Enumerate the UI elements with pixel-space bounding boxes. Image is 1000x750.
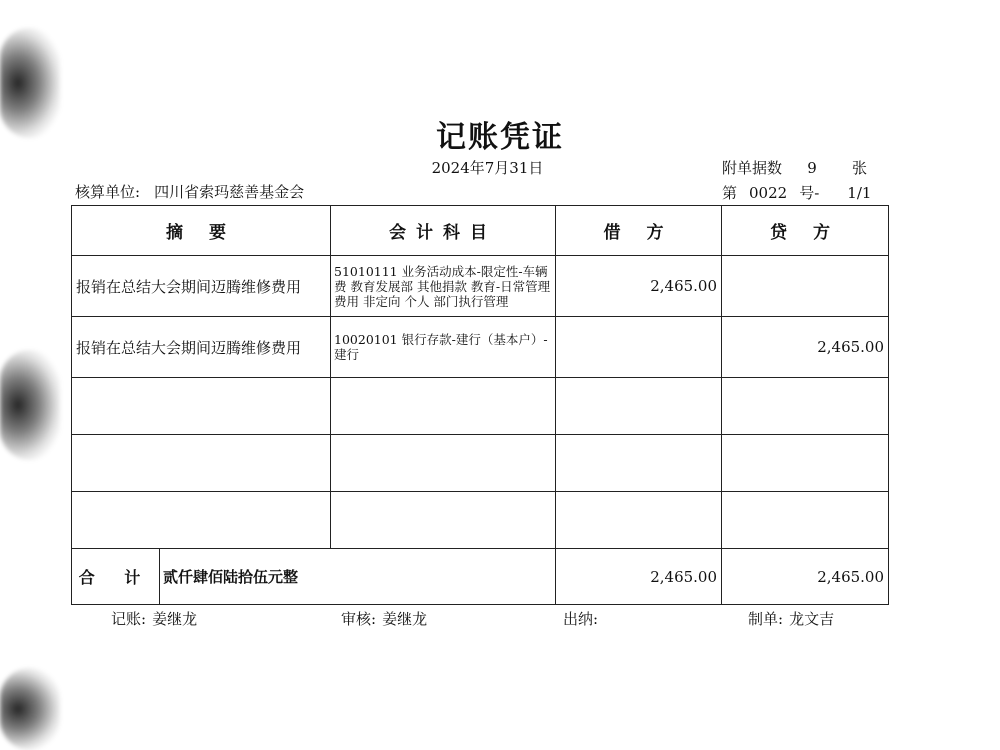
attachments-info bbox=[722, 157, 867, 178]
table-row-empty bbox=[72, 435, 889, 492]
voucher-number bbox=[722, 182, 871, 203]
entry-account: 51010111 业务活动成本-限定性-车辆费 教育发展部 其他捐款 教育-日常管理费用 非定向 个人 部门执行管理 bbox=[331, 256, 556, 317]
column-header-credit: 贷 方 bbox=[722, 206, 889, 256]
table-row-empty bbox=[72, 492, 889, 549]
entry-debit bbox=[556, 317, 722, 378]
attachments-label: 附单据数 bbox=[722, 159, 783, 177]
preparer-signature bbox=[748, 608, 834, 629]
voucher-date: 2024年7月31日 bbox=[431, 159, 544, 177]
preparer-label: 制单: bbox=[748, 610, 784, 628]
attachments-count: 9 bbox=[807, 159, 817, 177]
table-header-row bbox=[72, 206, 889, 256]
voucher-number-suffix: 号- bbox=[799, 184, 820, 202]
cashier-signature bbox=[563, 608, 604, 629]
voucher-number-prefix: 第 bbox=[722, 184, 738, 202]
bookkeeper-signature bbox=[111, 608, 197, 629]
cashier-label: 出纳: bbox=[563, 610, 599, 628]
accounting-unit-label: 核算单位: bbox=[75, 183, 141, 201]
total-amount-in-words: 贰仟肆佰陆拾伍元整 bbox=[160, 549, 556, 605]
total-credit: 2,465.00 bbox=[722, 549, 889, 605]
voucher-number-value: 0022 bbox=[749, 184, 788, 202]
reviewer-signature bbox=[341, 608, 427, 629]
preparer-name: 龙文吉 bbox=[789, 610, 835, 628]
table-row bbox=[72, 317, 889, 378]
reviewer-label: 审核: bbox=[341, 610, 377, 628]
table-row-empty bbox=[72, 378, 889, 435]
total-debit: 2,465.00 bbox=[556, 549, 722, 605]
voucher-title: 记账凭证 bbox=[436, 120, 564, 155]
entry-credit bbox=[722, 256, 889, 317]
column-header-debit: 借 方 bbox=[556, 206, 722, 256]
scan-smudge bbox=[0, 350, 60, 460]
bookkeeper-label: 记账: bbox=[111, 610, 147, 628]
scan-smudge bbox=[0, 668, 60, 750]
voucher-page-number: 1/1 bbox=[847, 184, 872, 202]
reviewer-name: 姜继龙 bbox=[382, 610, 428, 628]
total-row bbox=[72, 549, 889, 605]
entry-debit: 2,465.00 bbox=[556, 256, 722, 317]
column-header-account: 会计科目 bbox=[331, 206, 556, 256]
bookkeeper-name: 姜继龙 bbox=[152, 610, 198, 628]
total-label: 合 计 bbox=[72, 549, 160, 605]
column-header-summary: 摘 要 bbox=[72, 206, 331, 256]
entry-account: 10020101 银行存款-建行（基本户）-建行 bbox=[331, 317, 556, 378]
voucher-table bbox=[71, 205, 889, 605]
entry-credit: 2,465.00 bbox=[722, 317, 889, 378]
entry-summary: 报销在总结大会期间迈腾维修费用 bbox=[72, 256, 331, 317]
accounting-unit bbox=[75, 181, 304, 202]
entry-summary: 报销在总结大会期间迈腾维修费用 bbox=[72, 317, 331, 378]
accounting-unit-name: 四川省索玛慈善基金会 bbox=[154, 183, 305, 201]
attachments-unit: 张 bbox=[852, 159, 868, 177]
table-row bbox=[72, 256, 889, 317]
